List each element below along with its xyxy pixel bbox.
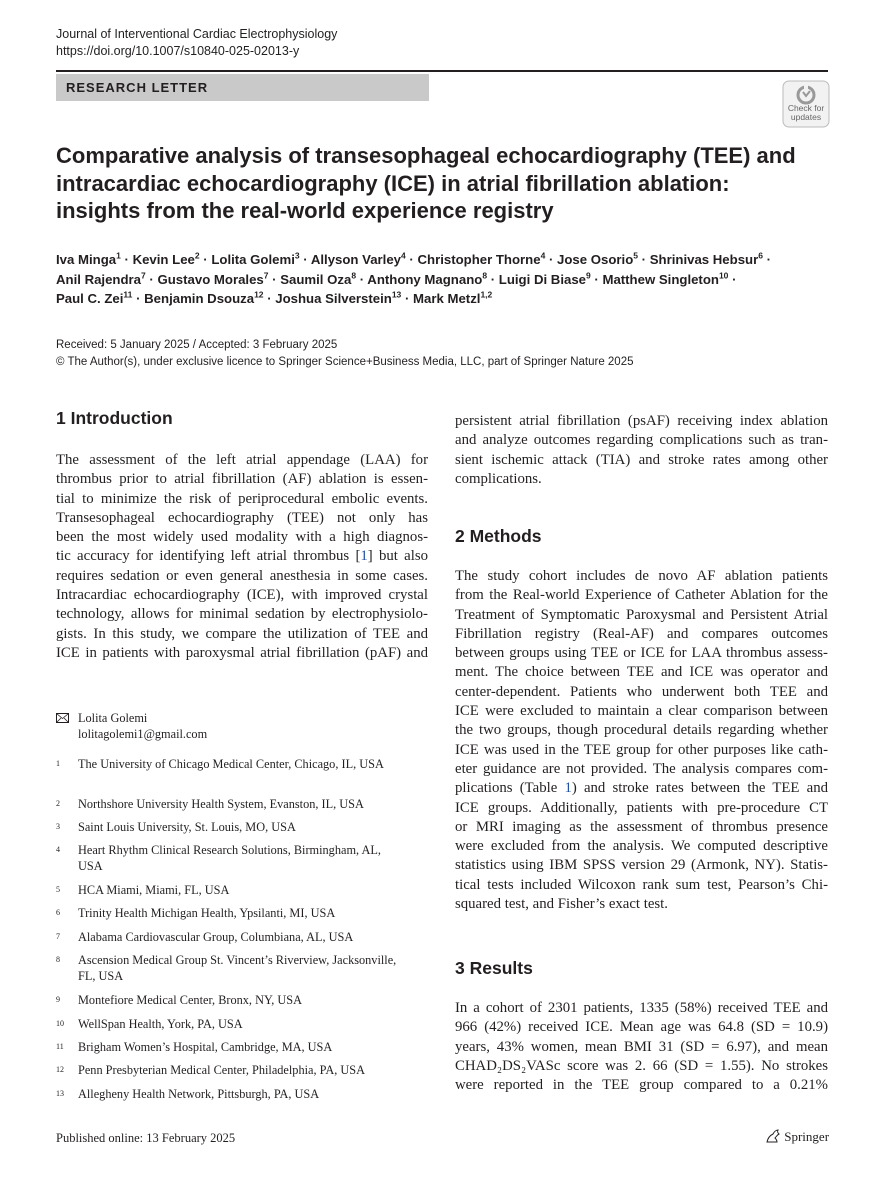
text-line: ment. The choice between TEE and ICE was operator and — [455, 664, 828, 681]
published-online: Published online: 13 February 2025 — [56, 1131, 236, 1145]
text-line: or MRI imaging as the assessment of thrombus presence — [455, 818, 828, 835]
affiliation-number: 1 — [56, 759, 60, 768]
text-line: tial to minimize the risk of periprocedural embolic events. — [56, 490, 428, 507]
affiliation-text: The University of Chicago Medical Center, Chicago, IL, USA — [78, 757, 384, 771]
article-type-band — [56, 74, 429, 101]
author-name[interactable]: Paul C. Zei — [56, 291, 124, 306]
author-affiliation-marker: 11 — [123, 289, 133, 300]
affiliation-text: Penn Presbyterian Medical Center, Philadelphia, PA, USA — [78, 1063, 365, 1077]
affiliation-number: 10 — [56, 1019, 64, 1028]
author-affiliation-marker: 7 — [263, 270, 269, 281]
affiliation-number: 11 — [56, 1042, 64, 1051]
text-line: statistics using IBM SPSS version 29 (Armonk, NY). Statis- — [455, 857, 828, 874]
author-affiliation-marker: 1 — [116, 250, 121, 261]
affiliation-number: 13 — [56, 1089, 64, 1098]
text-line: years, 43% women, mean BMI 31 (SD = 6.97), and mean — [455, 1038, 828, 1055]
author-name[interactable]: Mark Metzl — [413, 291, 481, 306]
author-name[interactable]: Shrinivas Hebsur — [649, 252, 759, 267]
text-line: ICE groups. Additionally, patients with pre-procedure CT — [455, 799, 828, 816]
author-name[interactable]: Luigi Di Biase — [498, 271, 586, 287]
author-affiliation-marker: 5 — [633, 250, 639, 261]
methods-paragraph — [455, 567, 828, 914]
affiliation-text: Heart Rhythm Clinical Research Solutions, Birmingham, AL, USA — [78, 843, 381, 873]
text-line: the two groups, though procedural details regarding whether — [455, 722, 828, 739]
author-affiliation-marker: 7 — [141, 270, 146, 281]
author-list: Iva Minga$^1$ · Kevin Lee$^2$ · Lolita Golemi$^3$ · Allyson Varley$^4$ · Christopher Thorne$^4$ · Jose Osorio$^5$ · Shrinivas Hebsur$^6$ · Anil Rajendra$^7$ · Gustavo Morales$^7$ · Saumil Oza$^8$ · Anthony Magnano$^8$ · Luigi Di Biase$^9$ · Matthew Singleton$^{10}$ · Paul C. Zei$^{11}$ · Benjamin Dsouza$^{12}$ · Joshua Silverstein$^{13}$ · Mark Metzl$^{1,2}$ — [56, 250, 772, 306]
author-name[interactable]: Jose Osorio — [557, 252, 634, 267]
methods-heading: 2 Methods — [455, 526, 542, 546]
author-name[interactable]: Allyson Varley — [310, 252, 402, 267]
envelope-icon — [56, 713, 69, 723]
author-affiliation-marker: 10 — [718, 270, 729, 281]
affiliation-number: 6 — [56, 908, 60, 917]
article-dates — [56, 337, 634, 371]
text-line: squared test, and Fisher’s exact test. — [455, 896, 668, 913]
author-affiliation-marker: 9 — [585, 270, 591, 281]
text-line: center-dependent. Patients who underwent both TEE and — [455, 683, 828, 700]
text-line: technology, allows for minimal sedation by electrophysiolo- — [56, 606, 428, 623]
author-affiliation-marker: 6 — [758, 250, 763, 261]
affiliation-text: Northshore University Health System, Evanston, IL, USA — [78, 797, 364, 811]
author-affiliation-marker: 8 — [351, 270, 357, 281]
correspondence-email[interactable]: lolitagolemi1@gmail.com — [78, 727, 208, 741]
text-line: Intracardiac echocardiography (ICE), with improved crystal — [56, 587, 428, 604]
text-line: ICE in patients with paroxysmal atrial fibrillation (pAF) and — [56, 644, 428, 661]
affiliation-text: Saint Louis University, St. Louis, MO, USA — [78, 820, 296, 834]
author-name[interactable]: Christopher Thorne — [417, 252, 541, 267]
text-line: The assessment of the left atrial appendage (LAA) for — [56, 452, 428, 468]
text-line: ICE were excluded to maintain a clear comparison between — [455, 703, 828, 720]
author-name[interactable]: Anil Rajendra — [56, 271, 142, 287]
text-line: complications. — [455, 470, 542, 487]
publisher-name: Springer — [784, 1129, 830, 1144]
affiliation-text: Allegheny Health Network, Pittsburgh, PA, USA — [78, 1087, 320, 1101]
text-line: between groups using TEE or ICE for LAA thrombus assess- — [455, 645, 828, 662]
copyright: © The Author(s), under exclusive licence to Springer Science+Business Media, LLC, part of Springer Nature 2025 — [56, 356, 634, 368]
check-updates-label: Check for updates — [787, 103, 825, 122]
text-line: tic accuracy for identifying left atrial thrombus [1] but also — [56, 548, 428, 565]
results-heading: 3 Results — [455, 958, 533, 978]
affiliation-number: 8 — [56, 955, 60, 964]
affiliation-text: Ascension Medical Group St. Vincent’s Riverview, Jacksonville, FL, USA — [78, 953, 397, 983]
intro-heading: 1 Introduction — [56, 408, 173, 428]
publisher-logo[interactable] — [765, 1129, 829, 1145]
received-accepted: Received: 5 January 2025 / Accepted: 3 February 2025 — [56, 339, 338, 351]
author-affiliation-marker: 8 — [482, 270, 488, 281]
text-line: requires sedation or even general anesthesia in some cases. — [56, 567, 428, 584]
text-line: sient ischemic attack (TIA) and stroke rates among other — [455, 451, 828, 468]
text-line: gists. In this study, we compare the utilization of TEE and — [56, 625, 428, 642]
text-line: 966 (42%) received ICE. Mean age was 64.8 (SD = 10.9) — [455, 1019, 828, 1036]
author-name[interactable]: Lolita Golemi — [211, 252, 295, 267]
journal-name: Journal of Interventional Cardiac Electrophysiology — [56, 27, 338, 41]
text-line: from the Real-world Experience of Catheter Ablation for the — [455, 587, 828, 604]
author-name[interactable]: Iva Minga — [56, 252, 117, 267]
text-line: were reported in the TEE group compared to a 0.21% — [455, 1077, 828, 1094]
affiliation-number: 12 — [56, 1065, 64, 1074]
text-line: In a cohort of 2301 patients, 1335 (58%) received TEE and — [455, 1000, 828, 1016]
text-line: ICE was used in the TEE group for other purposes like cath- — [455, 741, 828, 758]
table-link[interactable]: 1 — [564, 780, 572, 797]
author-affiliation-marker: 3 — [294, 250, 300, 261]
springer-horse-icon — [765, 1129, 781, 1143]
text-line: Fibrillation registry (Real-AF) and compares outcomes — [455, 625, 828, 642]
affiliation-number: 7 — [56, 932, 60, 941]
author-name[interactable]: Anthony Magnano — [367, 271, 483, 287]
text-line: CHAD₂DS₂VASc score was 2. 66 (SD = 1.55). No strokes — [455, 1057, 828, 1074]
author-name[interactable]: Saumil Oza — [280, 271, 352, 287]
text-line: were excluded from the analysis. We computed descriptive — [455, 838, 828, 855]
affiliation-text: HCA Miami, Miami, FL, USA — [78, 883, 230, 897]
author-name[interactable]: Gustavo Morales — [157, 271, 264, 287]
affiliation-number: 5 — [56, 885, 60, 894]
author-name[interactable]: Kevin Lee — [132, 252, 195, 267]
affiliation-number: 2 — [56, 799, 60, 808]
text-line: Treatment of Symptomatic Paroxysmal and Persistent Atrial — [455, 606, 828, 623]
text-line: Transesophageal echocardiography (TEE) not only has — [56, 509, 428, 526]
article-title: Comparative analysis of transesophageal echocardiography (TEE) and intracardiac echocardiography (ICE) in atrial fibrillation ablation: insights from the real-world experience registry — [56, 143, 796, 223]
author-affiliation-marker: 4 — [401, 250, 406, 261]
text-line: tical tests included Wilcoxon rank sum test, Pearson’s Chi- — [455, 876, 828, 893]
author-name[interactable]: Joshua Silverstein — [275, 291, 392, 306]
author-affiliation-marker: 12 — [254, 289, 264, 300]
author-name[interactable]: Matthew Singleton — [602, 271, 719, 287]
affiliation-text: Alabama Cardiovascular Group, Columbiana, AL, USA — [78, 930, 354, 944]
correspondence-name: Lolita Golemi — [78, 711, 148, 725]
results-paragraph — [455, 999, 828, 1095]
author-affiliation-marker: 13 — [391, 289, 402, 300]
affiliation-text: Montefiore Medical Center, Bronx, NY, USA — [78, 993, 303, 1007]
affiliation-text: Trinity Health Michigan Health, Ypsilanti, MI, USA — [78, 906, 336, 920]
author-name[interactable]: Benjamin Dsouza — [144, 291, 255, 306]
intro-continued — [455, 412, 828, 489]
doi-link[interactable]: https://doi.org/10.1007/s10840-025-02013-y — [56, 44, 300, 58]
text-line: thrombus prior to atrial fibrillation (AF) ablation is essen- — [56, 471, 428, 488]
text-line: been the most widely used modality with a high diagnos- — [56, 529, 428, 546]
check-for-updates-badge[interactable] — [782, 80, 830, 128]
affiliation-number: 9 — [56, 995, 60, 1004]
header-rule — [56, 70, 828, 72]
text-line: eter guidance are not provided. The analysis compares com- — [455, 760, 828, 777]
text-line: persistent atrial fibrillation (psAF) receiving index ablation — [455, 413, 828, 429]
intro-paragraph — [56, 451, 428, 663]
affiliation-number: 4 — [56, 845, 60, 854]
affiliation-text: Brigham Women’s Hospital, Cambridge, MA, USA — [78, 1040, 333, 1054]
text-line: The study cohort includes de novo AF ablation patients — [455, 568, 828, 584]
text-line: plications (Table 1) and stroke rates between the TEE and — [455, 780, 828, 797]
reference-link[interactable]: 1 — [360, 548, 368, 565]
author-affiliation-marker: 2 — [194, 250, 200, 261]
journal-header — [56, 26, 337, 60]
author-affiliation-marker: 4 — [540, 250, 546, 261]
affiliation-number: 3 — [56, 822, 60, 831]
affiliation-text: WellSpan Health, York, PA, USA — [78, 1017, 243, 1031]
article-type-label: RESEARCH LETTER — [66, 80, 209, 95]
text-line: and analyze outcomes regarding complications such as tran- — [455, 432, 828, 449]
author-affiliation-marker: 1,2 — [480, 289, 493, 300]
